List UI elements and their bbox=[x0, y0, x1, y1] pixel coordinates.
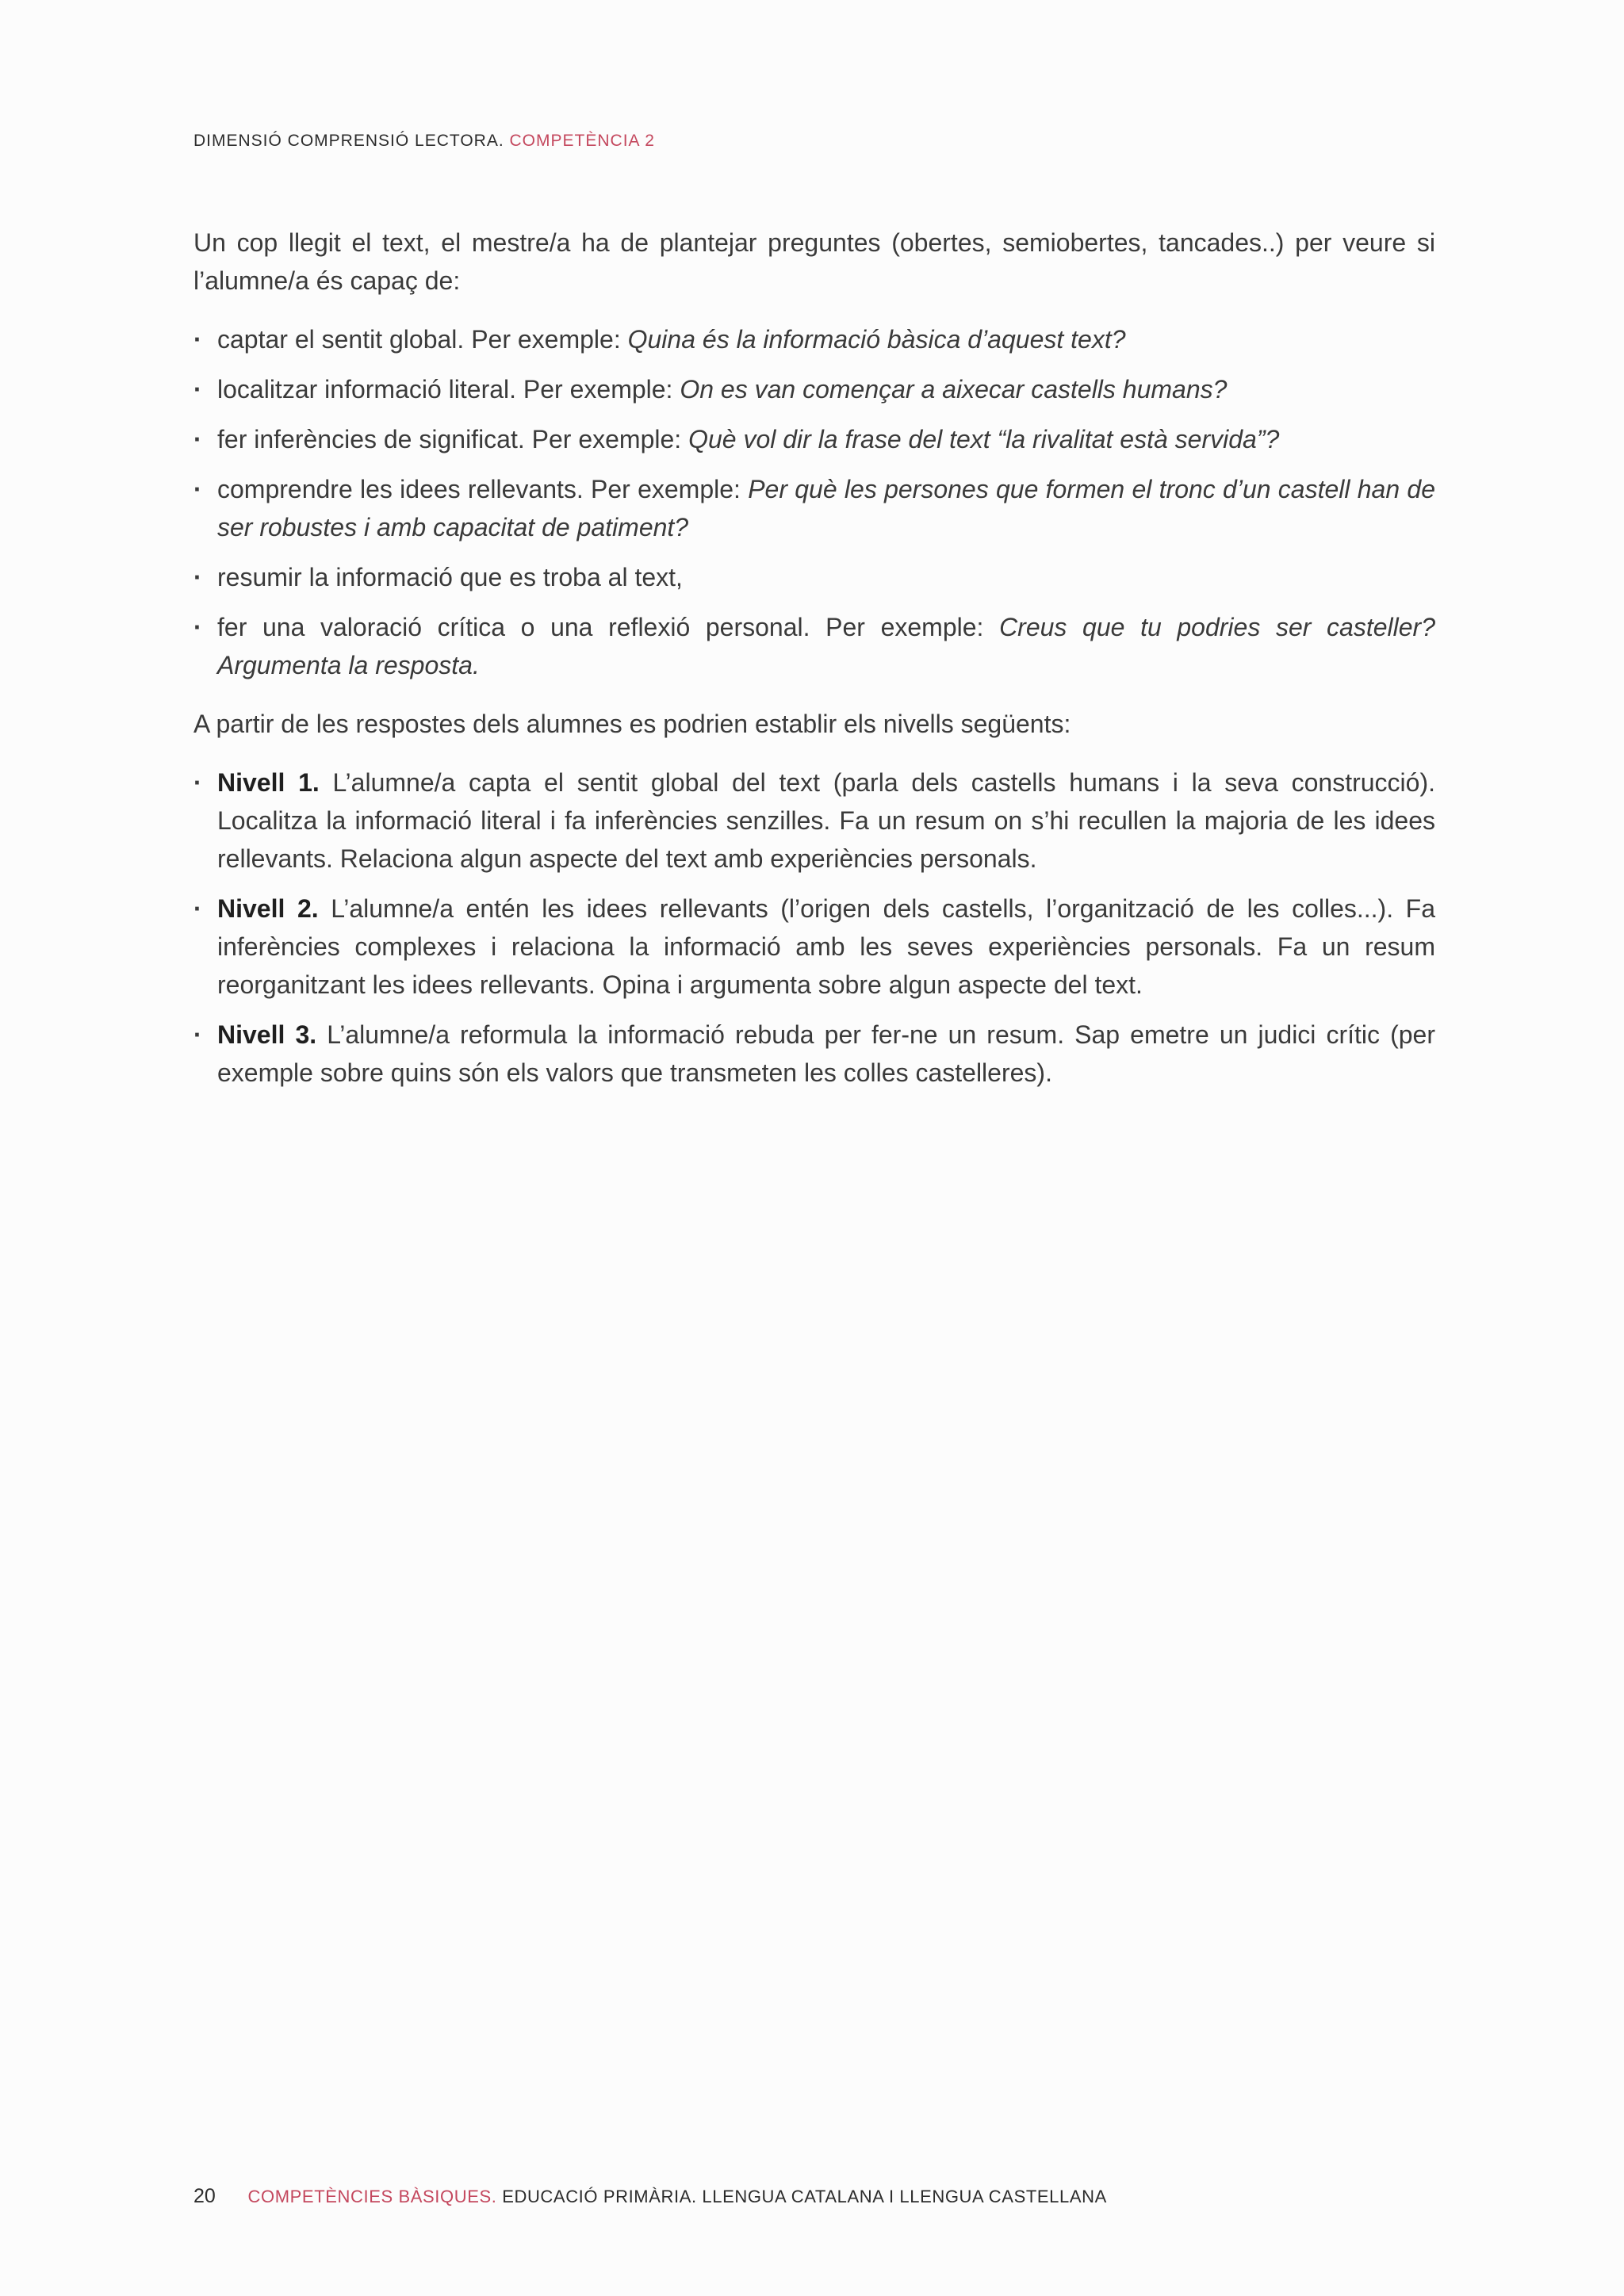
list-item: · fer inferències de significat. Per exemple: Què vol dir la frase del text “la rivalitat està servida”? bbox=[193, 420, 1435, 458]
list-item: · resumir la informació que es troba al text, bbox=[193, 558, 1435, 596]
header-accent: COMPETÈNCIA 2 bbox=[509, 132, 655, 150]
level-item: · Nivell 2. L’alumne/a entén les idees rellevants (l’origen dels castells, l’organització de les colles...). Fa inferències complexes i relaciona la informació amb les seves experiències personals. Fa un resum reorganitzant les idees rellevants. Opina i argumenta sobre algun aspecte del text. bbox=[193, 890, 1435, 1004]
level-label: Nivell 2. bbox=[217, 894, 319, 923]
list-item: · captar el sentit global. Per exemple: Quina és la informació bàsica d’aquest text? bbox=[193, 320, 1435, 358]
footer-label: EDUCACIÓ PRIMÀRIA. LLENGUA CATALANA I LLENGUA CASTELLANA bbox=[502, 2187, 1107, 2206]
level-label: Nivell 1. bbox=[217, 768, 320, 797]
level-label: Nivell 3. bbox=[217, 1020, 317, 1049]
intro-paragraph: Un cop llegit el text, el mestre/a ha de plantejar preguntes (obertes, semiobertes, tancades..) per veure si l’alumne/a és capaç de: bbox=[193, 228, 1435, 295]
list-item: · comprendre les idees rellevants. Per exemple: Per què les persones que formen el tronc d’un castell han de ser robustes i amb capacitat de patiment? bbox=[193, 470, 1435, 546]
level-item: · Nivell 1. L’alumne/a capta el sentit global del text (parla dels castells humans i la seva construcció). Localitza la informació literal i fa inferències senzilles. Fa un resum on s’hi recullen la majoria de les idees rellevants. Relaciona algun aspecte del text amb experiències personals. bbox=[193, 763, 1435, 878]
page-number: 20 bbox=[193, 2185, 216, 2207]
footer-accent: COMPETÈNCIES BÀSIQUES. bbox=[247, 2187, 497, 2206]
main-content bbox=[193, 224, 1435, 1104]
header-label: DIMENSIÓ COMPRENSIÓ LECTORA. bbox=[193, 132, 504, 150]
page-footer bbox=[193, 2185, 1107, 2208]
levels-list bbox=[193, 763, 1435, 1092]
list-item: · fer una valoració crítica o una reflexió personal. Per exemple: Creus que tu podries ser casteller? Argumenta la resposta. bbox=[193, 608, 1435, 684]
levels-intro-paragraph: A partir de les respostes dels alumnes es podrien establir els nivells següents: bbox=[193, 710, 1071, 738]
abilities-list bbox=[193, 320, 1435, 684]
list-item: · localitzar informació literal. Per exemple: On es van començar a aixecar castells humans? bbox=[193, 370, 1435, 408]
running-header bbox=[193, 132, 655, 151]
level-item: · Nivell 3. L’alumne/a reformula la informació rebuda per fer-ne un resum. Sap emetre un judici crític (per exemple sobre quins són els valors que transmeten les colles castelleres). bbox=[193, 1016, 1435, 1092]
